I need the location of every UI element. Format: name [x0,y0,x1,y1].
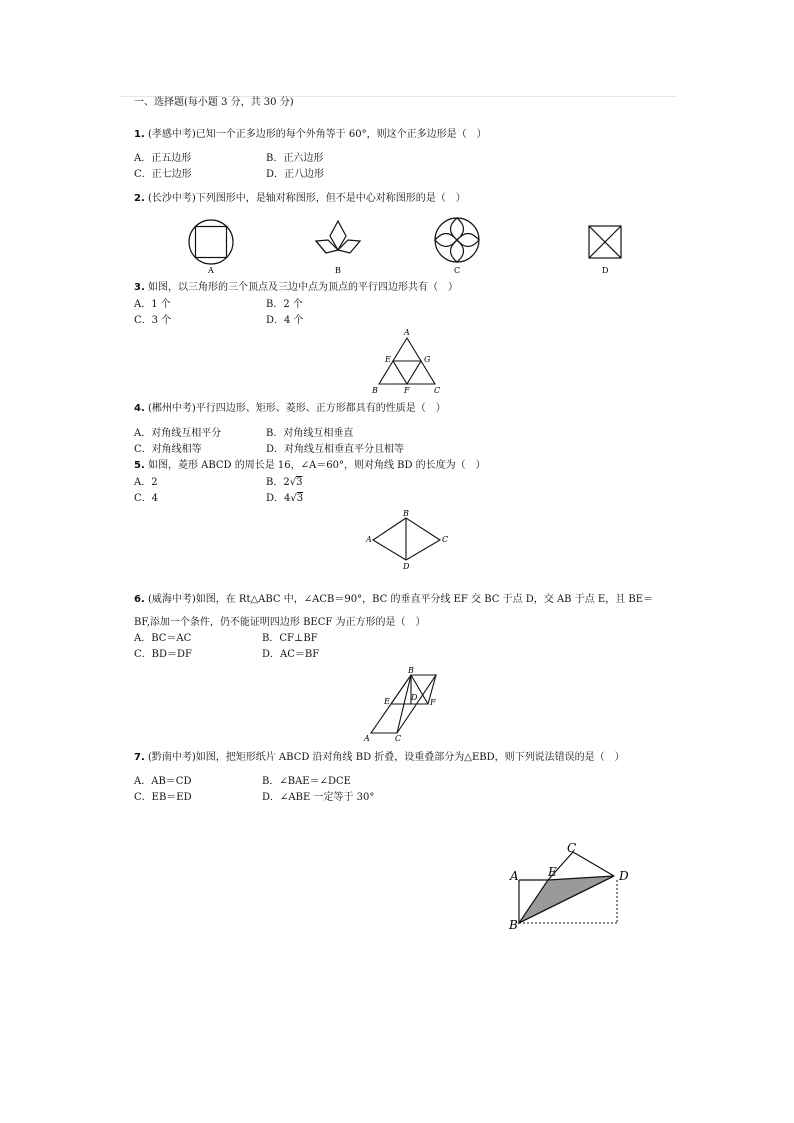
q6-option-c: C．BD＝DF [134,649,192,660]
q6-label-a: A [364,734,370,743]
question-4 [134,403,446,415]
q1-option-b: B．正六边形 [266,153,324,164]
q1-option-a: A．正五边形 [134,153,192,164]
q5-option-c: C．4 [134,493,159,504]
question-3-text: 如图，以三角形的三个顶点及三边中点为顶点的平行四边形共有（ ） [147,282,458,293]
q6-option-d: D．AC＝BF [262,649,320,660]
question-3 [134,282,458,294]
question-4-number: 4. [134,403,145,414]
q7-option-d: D．∠ABE 一定等于 30° [262,792,375,803]
q1-option-d: D．正八边形 [266,169,325,180]
q7-option-b: B．∠BAE＝∠DCE [262,776,351,787]
q1-option-c: C．正七边形 [134,169,192,180]
question-5 [134,460,486,472]
q3-option-a: A．1 个 [134,299,171,310]
q2-figure-c [435,218,479,262]
question-7-number: 7. [134,752,145,763]
question-2-number: 2. [134,193,145,204]
q4-option-d: D．对角线互相垂直平分且相等 [266,444,405,455]
question-4-text: (郴州中考)平行四边形、矩形、菱形、正方形都具有的性质是（ ） [147,403,446,414]
q3-label-b: B [372,386,378,395]
q6-label-c: C [395,734,402,743]
question-6-text-1: (威海中考)如图，在 Rt△ABC 中，∠ACB＝90°，BC 的垂直平分线 EF 交 BC 于点 D，交 AB 于点 E，且 BE＝ [147,594,654,605]
q7-label-b: B [509,918,518,932]
question-2-text: (长沙中考)下列图形中，是轴对称图形，但不是中心对称图形的是（ ） [147,193,466,204]
q2-figure-b [316,221,360,253]
q5-rhombus-figure [373,518,440,560]
q6-label-d: D [411,693,418,702]
question-7-text: (黔南中考)如图，把矩形纸片 ABCD 沿对角线 BD 折叠，设重叠部分为△EBD，则下列说法错误的是（ ） [147,752,625,763]
question-6-line-1 [134,594,653,606]
q6-label-e: E [384,697,390,706]
q3-option-d: D．4 个 [266,315,304,326]
q5-option-b [266,477,302,489]
question-7 [134,752,625,764]
q7-figure [519,852,617,923]
q5-option-b-radicand: 3 [296,477,303,488]
q5-label-d: D [403,562,410,571]
q4-option-a: A．对角线互相平分 [134,428,222,439]
q2-figure-a [189,220,233,264]
question-6-number: 6. [134,594,145,605]
q7-option-c: C．EB＝ED [134,792,192,803]
sqrt-icon: √ [289,477,297,488]
question-1-number: 1. [134,129,145,140]
q3-label-f: F [404,386,410,395]
question-3-number: 3. [134,282,145,293]
q5-label-b: B [403,509,409,518]
q5-option-d-label: D．4 [266,493,291,504]
question-6-line-2: BF,添加一个条件，仍不能证明四边形 BECF 为正方形的是（ ） [134,617,426,628]
q3-option-c: C．3 个 [134,315,172,326]
q7-label-a: A [510,869,519,883]
q7-label-d: D [619,869,629,883]
q2-label-b: B [335,266,341,275]
q6-label-f: F [430,698,436,707]
sqrt-icon: √ [290,493,297,504]
q2-label-c: C [454,266,461,275]
q5-option-a: A．2 [134,477,158,488]
question-1-text: (孝感中考)已知一个正多边形的每个外角等于 60°，则这个正多边形是（ ） [147,129,487,140]
q5-option-b-label: B．2 [266,477,290,488]
q5-option-d-radicand: 3 [296,493,304,504]
q7-label-e: E [548,865,557,879]
section-title: 一、选择题(每小题 3 分，共 30 分) [134,97,294,108]
q3-label-g: G [424,355,431,364]
q5-label-a: A [366,535,372,544]
q2-figure-d [589,226,621,258]
q4-option-c: C．对角线相等 [134,444,202,455]
q6-label-b: B [408,666,414,675]
q3-label-a: A [404,328,410,337]
q3-option-b: B．2 个 [266,299,303,310]
q7-label-c: C [567,841,577,855]
q2-label-d: D [602,266,609,275]
q3-label-e: E [385,355,391,364]
q5-label-c: C [442,535,449,544]
q6-figure [371,675,436,733]
question-5-number: 5. [134,460,145,471]
q3-label-c: C [434,386,441,395]
q7-option-a: A．AB＝CD [134,776,192,787]
q6-option-b: B．CF⊥BF [262,633,318,644]
question-5-text: 如图，菱形 ABCD 的周长是 16，∠A＝60°，则对角线 BD 的长度为（ ） [147,460,486,471]
q2-label-a: A [208,266,214,275]
q5-option-d [266,493,303,505]
q4-option-b: B．对角线互相垂直 [266,428,354,439]
q6-option-a: A．BC＝AC [134,633,192,644]
